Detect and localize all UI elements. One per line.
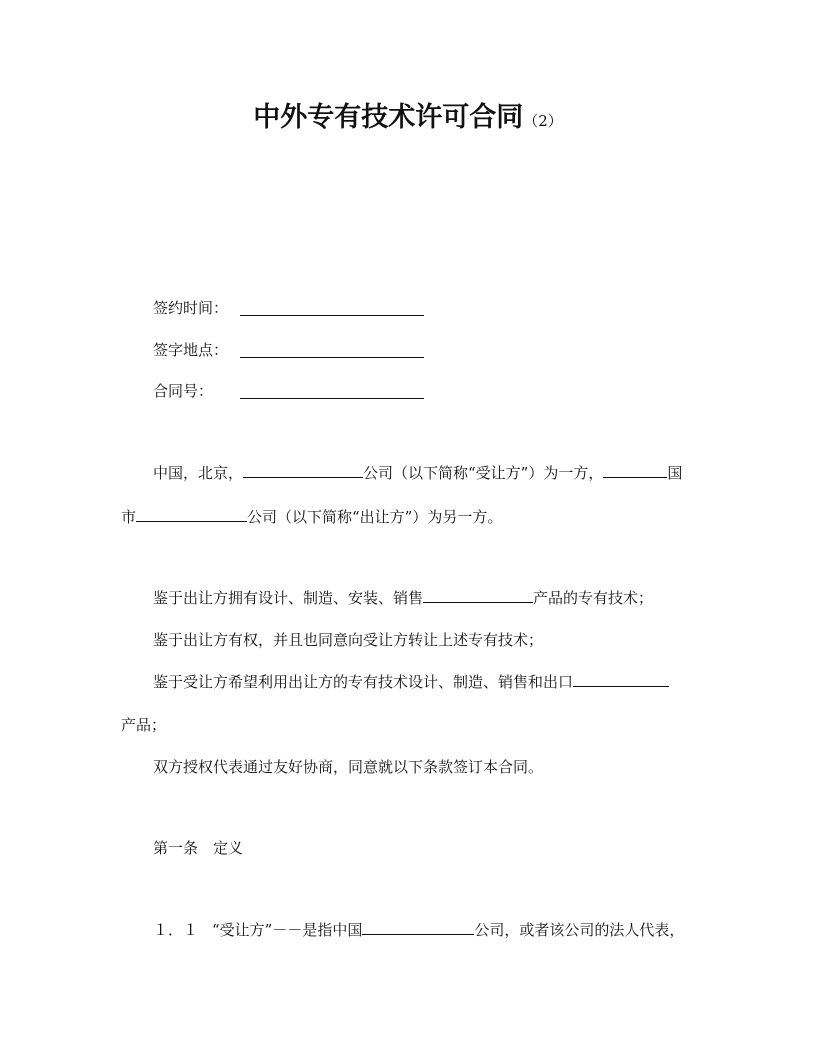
contract-no-label: 合同号： xyxy=(153,382,214,400)
contract-no-blank xyxy=(240,398,424,399)
sign-place-label: 签字地点： xyxy=(153,341,229,359)
recital-4: 双方授权代表通过友好协商，同意就以下条款签订本合同。 xyxy=(153,758,544,776)
parties-text-1b: 公司（以下简称“受让方”）为一方， xyxy=(363,464,604,482)
sign-time-label: 签约时间： xyxy=(153,299,229,317)
blank-field xyxy=(362,920,474,935)
blank-field xyxy=(573,672,669,687)
sign-time-blank xyxy=(240,315,424,316)
recital-1 xyxy=(153,588,653,608)
recital-1b: 产品的专有技术； xyxy=(533,589,654,607)
clause-1-1b: 公司，或者该公司的法人代表， xyxy=(474,921,685,939)
clause-1-1 xyxy=(153,920,684,940)
blank-field xyxy=(243,463,363,478)
recital-3a: 鉴于受让方希望利用出让方的专有技术设计、制造、销售和出口 xyxy=(153,673,574,691)
title-text: 中外专有技术许可合同 xyxy=(253,102,524,133)
parties-line-1 xyxy=(153,463,682,483)
recital-3-cont: 产品； xyxy=(121,716,167,734)
parties-text-2b: 公司（以下简称“出让方”）为另一方。 xyxy=(247,508,503,526)
parties-text-1c: 国 xyxy=(667,464,683,482)
parties-text-2a: 市 xyxy=(121,508,137,526)
recital-1a: 鉴于出让方拥有设计、制造、安装、销售 xyxy=(153,589,424,607)
clause-1-1a: “受让方”－－是指中国 xyxy=(212,921,363,939)
blank-field xyxy=(423,588,533,603)
document-title xyxy=(0,102,816,137)
clause-number: １．１ xyxy=(153,921,199,939)
title-suffix: （2） xyxy=(523,112,563,130)
blank-field xyxy=(603,463,667,478)
blank-field xyxy=(136,507,247,522)
sign-place-blank xyxy=(240,357,424,358)
recital-2: 鉴于出让方有权，并且也同意向受让方转让上述专有技术； xyxy=(153,631,544,649)
parties-line-2 xyxy=(121,507,502,527)
parties-text-1a: 中国，北京， xyxy=(153,464,244,482)
recital-3 xyxy=(153,672,669,692)
article-1-heading: 第一条 定义 xyxy=(153,839,244,857)
